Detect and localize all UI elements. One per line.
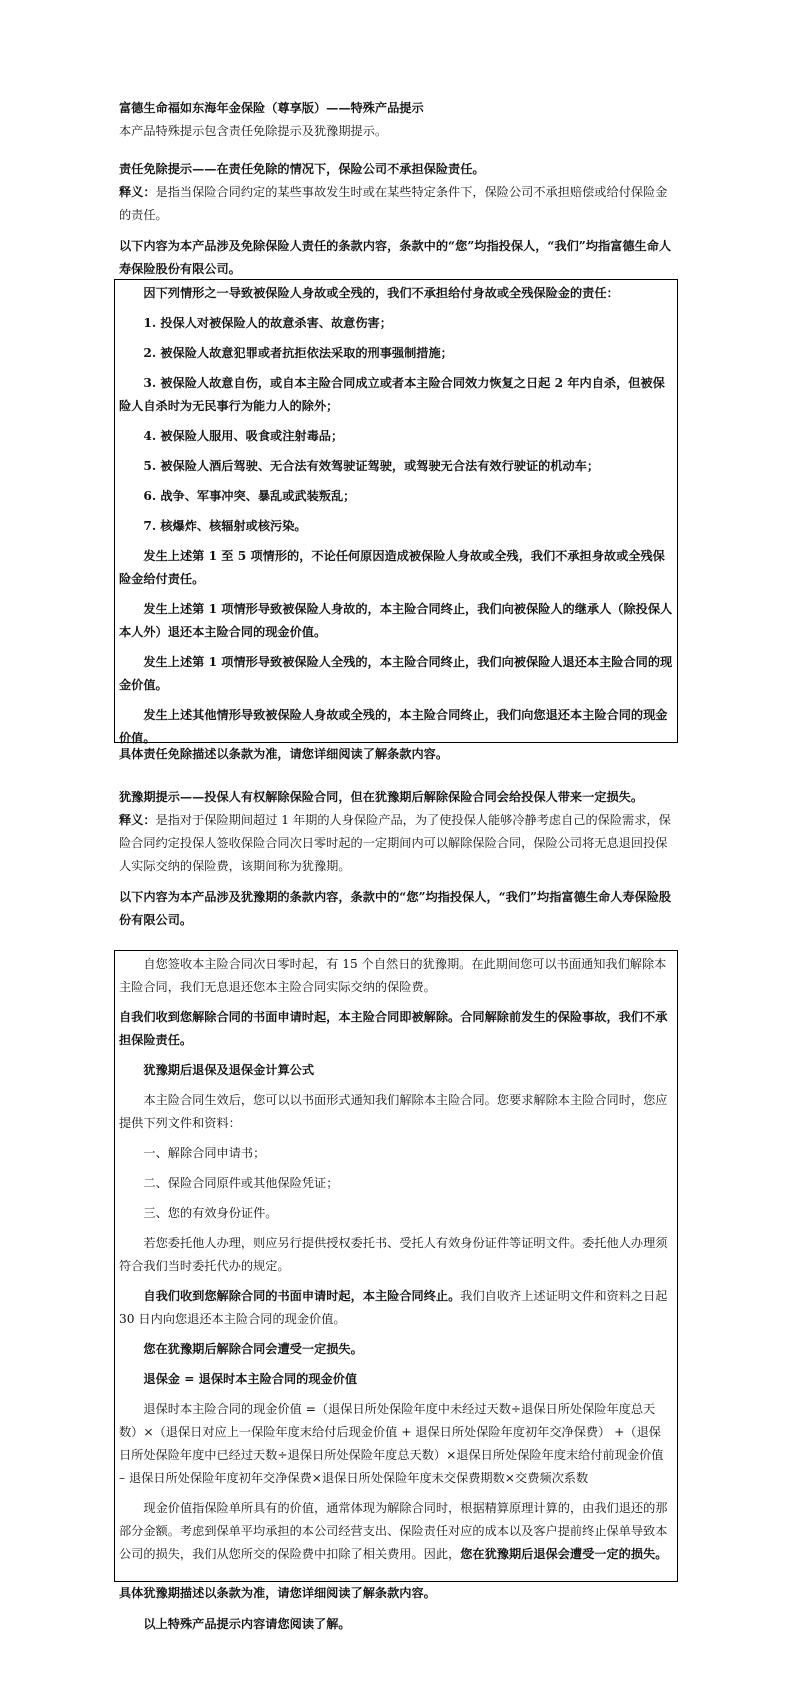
- proxy-requirement: 若您委托他人办理，则应另行提供授权委托书、受托人有效身份证件等证明文件。委托他人办理须符合我们当时委托代办的规定。: [119, 1236, 668, 1273]
- exclusion-item: 4. 被保险人服用、吸食或注射毒品；: [143, 429, 344, 443]
- document-title: 富德生命福如东海年金保险（尊享版）——特殊产品提示: [119, 101, 424, 115]
- cash-value-text: 现金价值指保险单所具有的价值，通常体现为解除合同时，根据精算原理计算的，由我们退还的那部分金额。考虑到保单平均承担的本公司经营支出、保险责任对应的成本以及客户提前终止保单导致本公司的损失，我们从您所交的保险费中扣除了相关费用。因此，: [119, 1501, 668, 1561]
- cooling-terms-box: [114, 950, 678, 1582]
- surrender-termination: [119, 1285, 673, 1331]
- exclusion-note: 发生上述第 1 至 5 项情形的，不论任何原因造成被保险人身故或全残，我们不承担身故或全残保险金给付责任。: [119, 549, 665, 586]
- exclusion-heading: 责任免除提示——在责任免除的情况下，保险公司不承担保险责任。: [119, 162, 485, 176]
- exclusion-definition-label: 释义：: [119, 185, 156, 199]
- exclusion-note: 发生上述第 1 项情形导致被保险人全残的，本主险合同终止，我们向被保险人退还本主险合同的现金价值。: [119, 655, 673, 692]
- cooling-termination-text: 自我们收到您解除合同的书面申请时起，本主险合同即被解除。合同解除前发生的保险事故，我们不承担保险责任。: [119, 1010, 668, 1047]
- cooling-section: [119, 786, 676, 932]
- exclusion-note: 发生上述第 1 项情形导致被保险人身故的，本主险合同终止，我们向被保险人的继承人（除投保人本人外）退还本主险合同的现金价值。: [119, 602, 673, 639]
- cash-value-warning: 您在犹豫期后退保会遭受一定的损失。: [460, 1547, 668, 1561]
- exclusion-item: 2. 被保险人故意犯罪或者抗拒依法采取的刑事强制措施；: [143, 346, 453, 360]
- formula-title: 退保金 = 退保时本主险合同的现金价值: [143, 1372, 358, 1386]
- exclusion-item: 5. 被保险人酒后驾驶、无合法有效驾驶证驾驶，或驾驶无合法有效行驶证的机动车；: [143, 459, 600, 473]
- cash-value-explanation: [119, 1497, 673, 1566]
- final-note: 以上特殊产品提示内容请您阅读了解。: [143, 1617, 351, 1631]
- exclusion-terms-box: [114, 279, 678, 743]
- surrender-termination-rest: 我们自收齐上述证明文件和资料之日起 30 日内向您退还本主险合同的现金价值。: [119, 1289, 668, 1326]
- exclusion-item: 7. 核爆炸、核辐射或核污染。: [143, 519, 307, 533]
- cooling-subheading: 犹豫期后退保及退保金计算公式: [143, 1063, 315, 1077]
- cooling-definition: [119, 809, 676, 878]
- exclusion-closing-wrap: [119, 743, 676, 766]
- exclusion-lead: 因下列情形之一导致被保险人身故或全残的，我们不承担给付身故或全残保险金的责任：: [143, 286, 619, 300]
- surrender-document-item: 二、保险合同原件或其他保险凭证；: [143, 1176, 339, 1190]
- exclusion-note: 发生上述其他情形导致被保险人身故或全残的，本主险合同终止，我们向您退还本主险合同的现金价值。: [119, 708, 668, 745]
- exclusion-closing: 具体责任免除描述以条款为准，请您详细阅读了解条款内容。: [119, 747, 449, 761]
- exclusion-scope-note: 以下内容为本产品涉及免除保险人责任的条款内容，条款中的“您”均指投保人，“我们”均指富德生命人寿保险股份有限公司。: [119, 239, 672, 276]
- document-intro: 本产品特殊提示包含责任免除提示及犹豫期提示。: [119, 124, 388, 138]
- surrender-document-item: 一、解除合同申请书；: [143, 1146, 266, 1160]
- cooling-definition-text: 是指对于保险期间超过 1 年期的人身保险产品，为了使投保人能够冷静考虑自己的保险需求，保险合同约定投保人签收保险合同次日零时起的一定期间内可以解除保险合同，保险公司将无息退回投保人实际交纳的保险费，该期间称为犹豫期。: [119, 813, 671, 873]
- cooling-closing-wrap: [119, 1582, 676, 1636]
- exclusion-section: [119, 158, 676, 281]
- cooling-closing: 具体犹豫期描述以条款为准，请您详细阅读了解条款内容。: [119, 1586, 436, 1600]
- surrender-document-item: 三、您的有效身份证件。: [143, 1206, 278, 1220]
- cooling-scope-note: 以下内容为本产品涉及犹豫期的条款内容，条款中的“您”均指投保人，“我们”均指富德生命人寿保险股份有限公司。: [119, 890, 672, 927]
- header-section: [119, 97, 676, 143]
- exclusion-definition: [119, 181, 676, 227]
- surrender-requirements: 本主险合同生效后，您可以以书面形式通知我们解除本主险合同。您要求解除本主险合同时，您应提供下列文件和资料：: [119, 1093, 668, 1130]
- cooling-period-text: 自您签收本主险合同次日零时起，有 15 个自然日的犹豫期。在此期间您可以书面通知我们解除本主险合同，我们无息退还您本主险合同实际交纳的保险费。: [119, 957, 667, 994]
- exclusion-item: 6. 战争、军事冲突、暴乱或武装叛乱；: [143, 489, 356, 503]
- surrender-termination-bold: 自我们收到您解除合同的书面申请时起，本主险合同终止。: [143, 1289, 461, 1303]
- surrender-formula: 退保时本主险合同的现金价值 =（退保日所处保险年度中未经过天数÷退保日所处保险年度总天数）×（退保日对应上一保险年度末给付后现金价值 + 退保日所处保险年度初年交净保费） +（退保日所处保险年度中已经过天数÷退保日所处保险年度总天数）×退保日所处保险年度末给付前现金价值 – 退保日所处保险年度初年交净保费×退保日所处保险年度未交保费期数×交费频次系数: [119, 1402, 664, 1485]
- cooling-definition-label: 释义：: [119, 813, 156, 827]
- exclusion-definition-text: 是指当保险合同约定的某些事故发生时或在某些特定条件下，保险公司不承担赔偿或给付保险金的责任。: [119, 185, 668, 222]
- loss-warning: 您在犹豫期后解除合同会遭受一定损失。: [143, 1342, 363, 1356]
- exclusion-item: 1. 投保人对被保险人的故意杀害、故意伤害；: [143, 316, 392, 330]
- cooling-heading: 犹豫期提示——投保人有权解除保险合同，但在犹豫期后解除保险合同会给投保人带来一定损失。: [119, 790, 644, 804]
- exclusion-item: 3. 被保险人故意自伤，或自本主险合同成立或者本主险合同效力恢复之日起 2 年内自杀，但被保险人自杀时为无民事行为能力人的除外；: [119, 376, 665, 413]
